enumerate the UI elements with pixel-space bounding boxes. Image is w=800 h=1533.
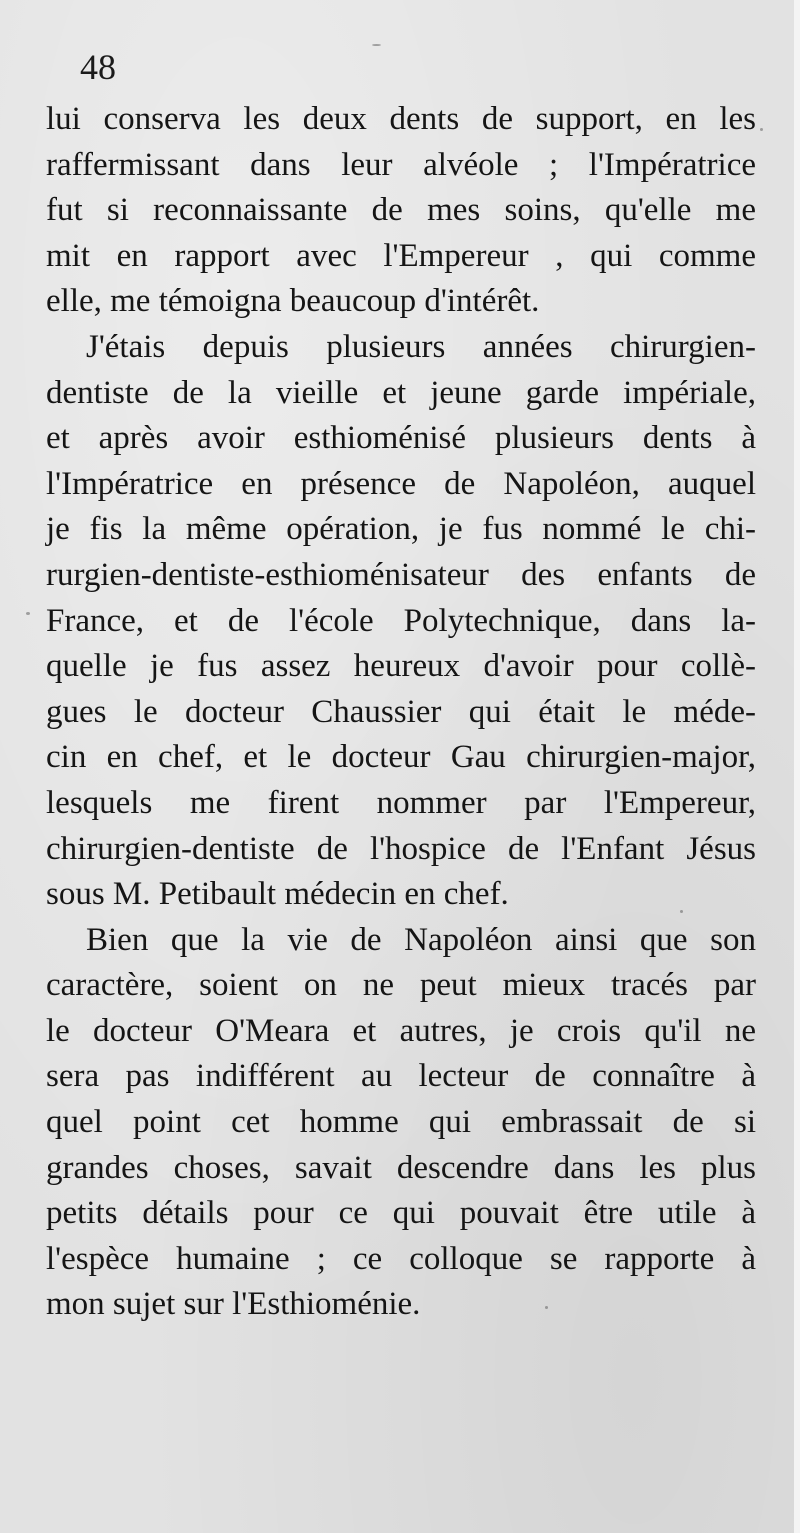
text-line: dentiste de la vieille et jeune garde impériale, — [46, 374, 756, 411]
text-line: gues le docteur Chaussier qui était le méde- — [46, 693, 756, 730]
text-line: quelle je fus assez heureux d'avoir pour collè- — [46, 648, 756, 685]
text-line: grandes choses, savait descendre dans les plus — [46, 1149, 756, 1186]
text-line: cin en chef, et le docteur Gau chirurgien-major, — [46, 739, 756, 776]
text-line: je fis la même opération, je fus nommé le chi- — [46, 511, 756, 548]
text-line: le docteur O'Meara et autres, je crois qu'il ne — [46, 1012, 756, 1049]
text-line: mit en rapport avec l'Empereur , qui comme — [46, 237, 756, 274]
text-line: et après avoir esthioménisé plusieurs dents à — [46, 420, 756, 457]
paper-speck — [372, 44, 381, 46]
text-line: l'espèce humaine ; ce colloque se rapporte à — [46, 1240, 756, 1277]
text-line: elle, me témoigna beaucoup d'intérêt. — [46, 283, 540, 320]
paragraph-start-line: Bien que la vie de Napoléon ainsi que son — [86, 921, 756, 958]
text-line: chirurgien-dentiste de l'hospice de l'Enfant Jésus — [46, 830, 756, 867]
text-line: petits détails pour ce qui pouvait être utile à — [46, 1195, 756, 1232]
text-line: lui conserva les deux dents de support, en les — [46, 101, 756, 137]
page-number: 48 — [80, 47, 116, 87]
text-line: mon sujet sur l'Esthioménie. — [46, 1286, 421, 1323]
text-line: lesquels me firent nommer par l'Empereur, — [46, 784, 756, 821]
paper-speck — [760, 128, 763, 131]
text-line: raffermissant dans leur alvéole ; l'Impératrice — [46, 146, 756, 183]
paper-speck — [680, 910, 683, 913]
text-line: sous M. Petibault médecin en chef. — [46, 876, 509, 913]
text-line: quel point cet homme qui embrassait de si — [46, 1104, 756, 1141]
text-line: l'Impératrice en présence de Napoléon, auquel — [46, 465, 756, 502]
paper-speck — [545, 1306, 548, 1309]
paragraph-start-line: J'étais depuis plusieurs années chirurgien- — [86, 328, 756, 365]
text-line: France, et de l'école Polytechnique, dans la- — [46, 602, 756, 639]
text-line: rurgien-dentiste-esthioménisateur des enfants de — [46, 556, 756, 593]
text-line: fut si reconnaissante de mes soins, qu'elle me — [46, 192, 756, 229]
text-line: sera pas indifférent au lecteur de connaître à — [46, 1058, 756, 1095]
text-line: caractère, soient on ne peut mieux tracés par — [46, 967, 756, 1004]
body-text — [46, 97, 756, 1328]
paper-speck — [26, 612, 30, 615]
